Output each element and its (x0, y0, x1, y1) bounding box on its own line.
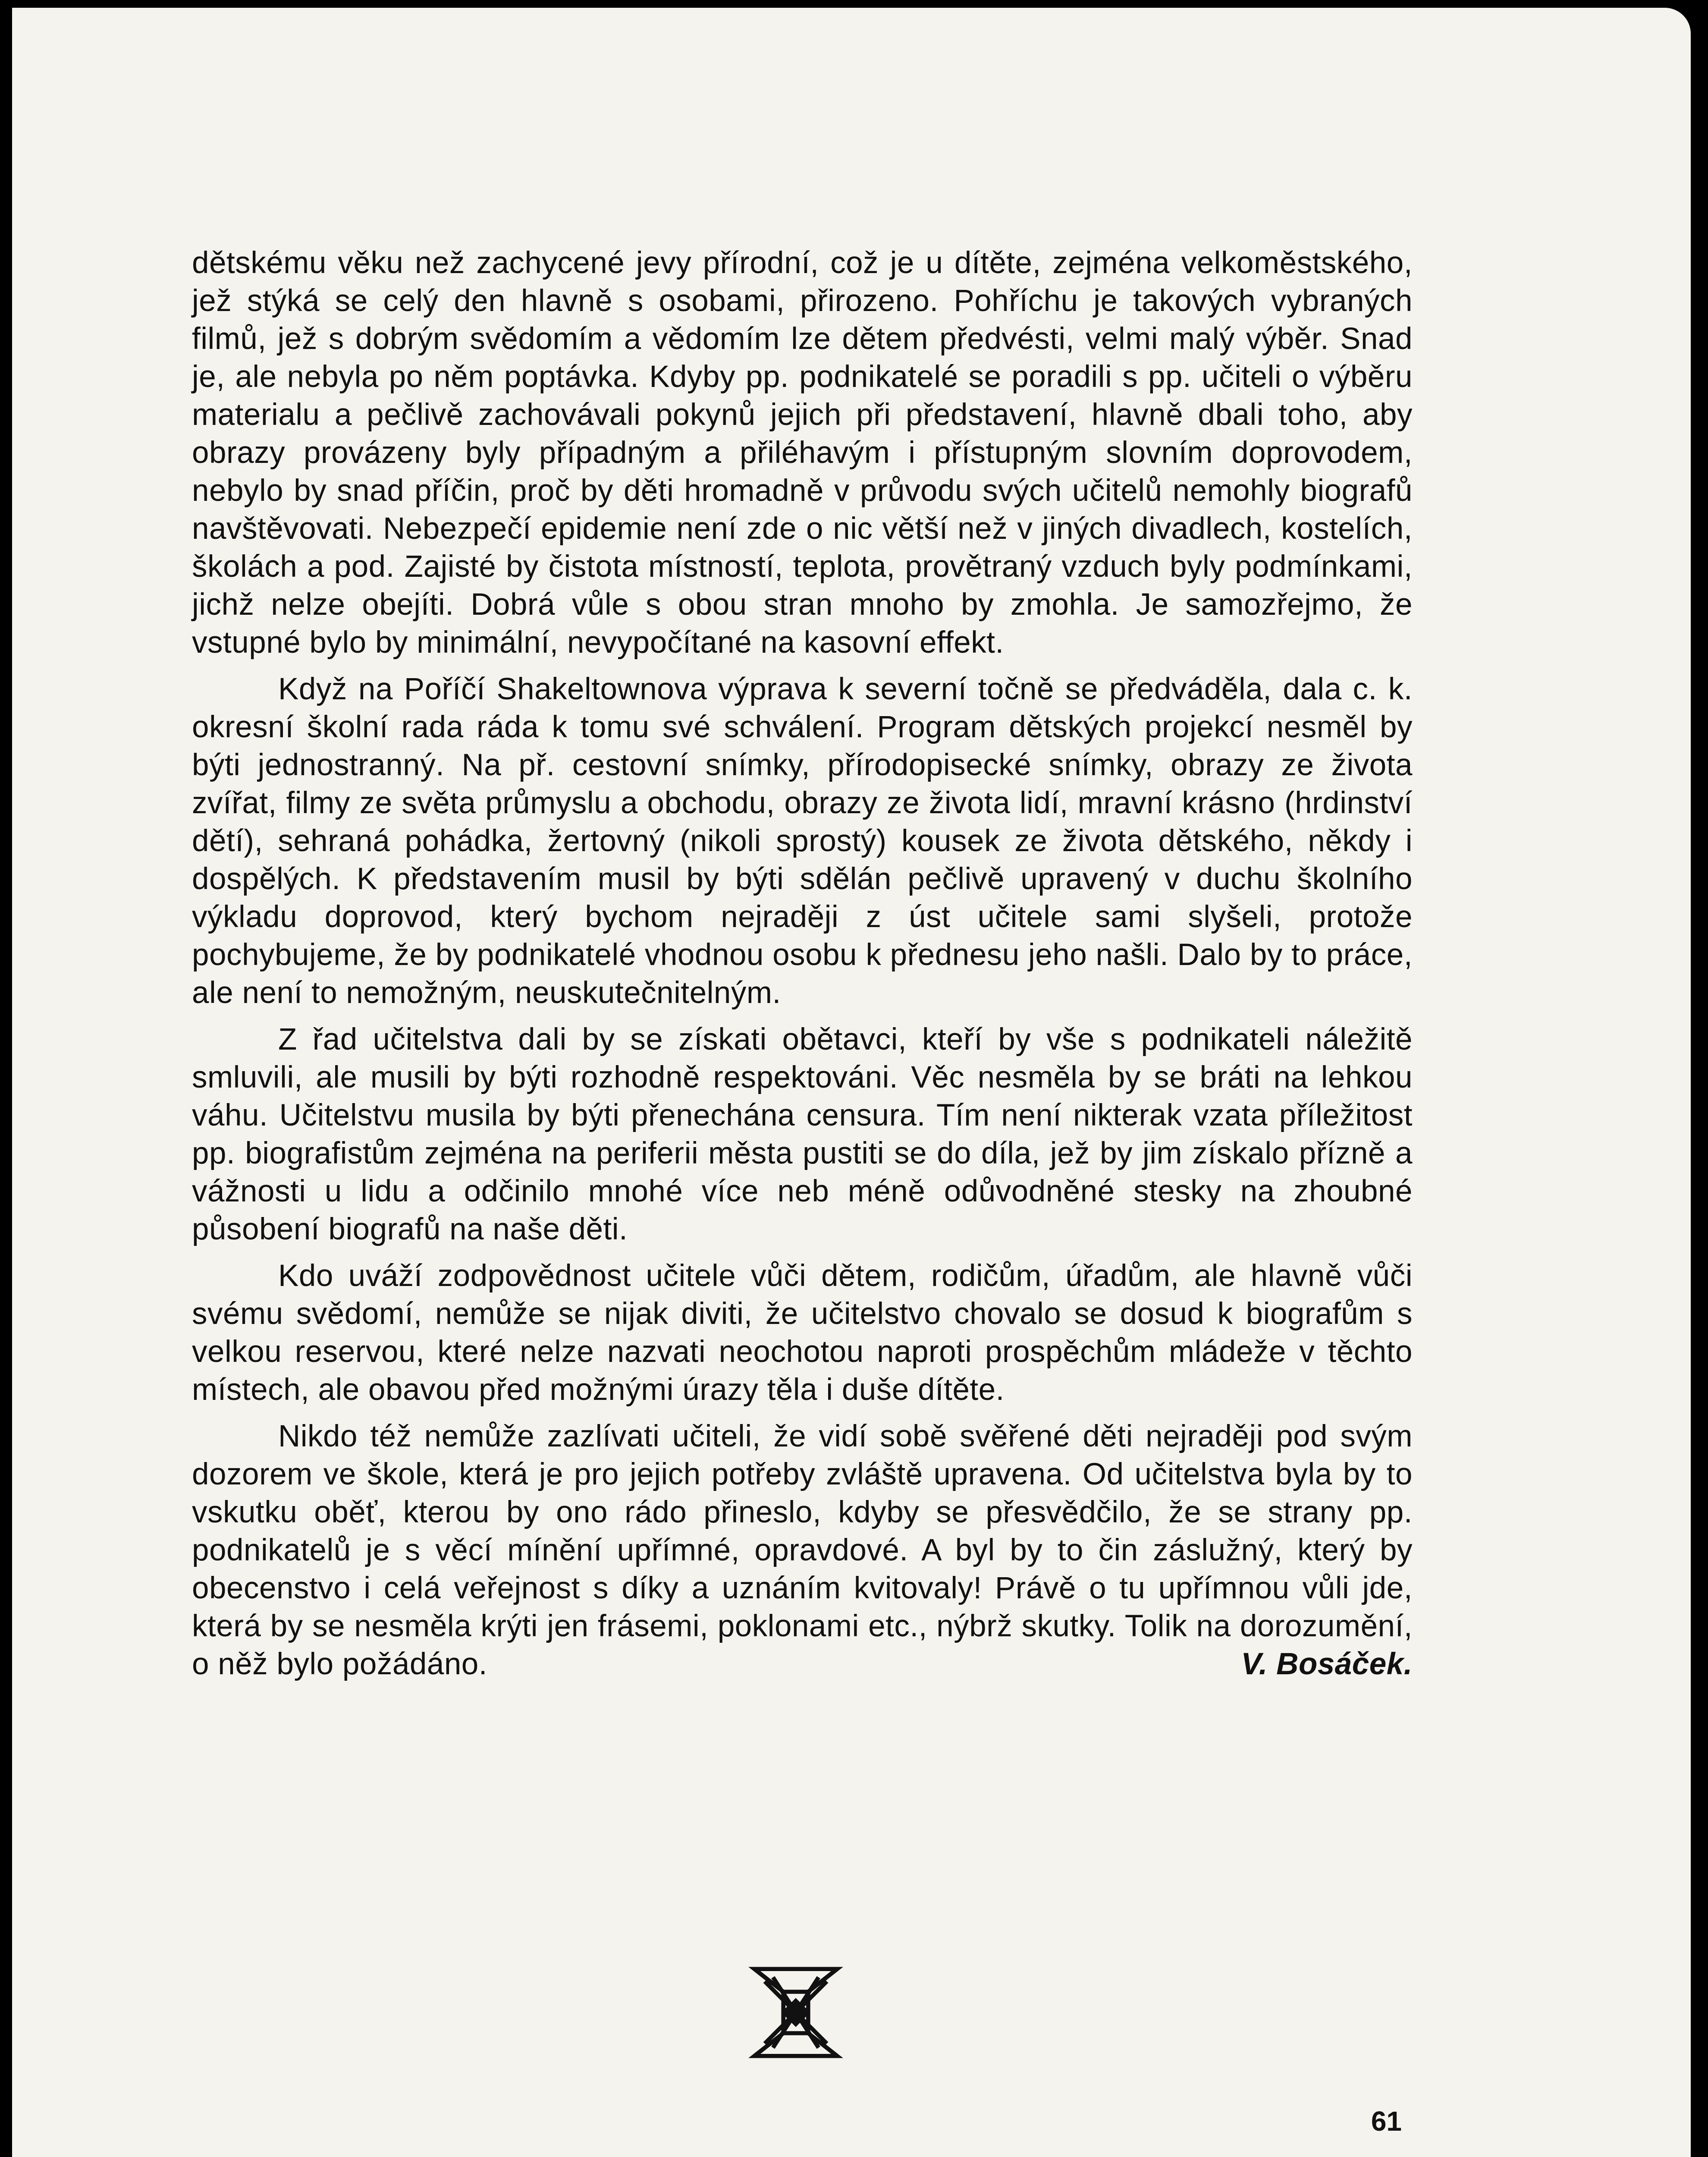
paragraph-4: Kdo uváží zodpovědnost učitele vůči dětem, rodičům, úřadům, ale hlavně vůči svému svědomí, nemůže se nijak diviti, že učitelstvo chovalo se dosud k biografům s velkou reservou, které nelze nazvati neochotou naproti prospěchům mládeže v těchto místech, ale obavou před možnými úrazy těla i duše dítěte. (192, 1259, 1413, 1407)
paragraph-1: dětskému věku než zachycené jevy přírodní, což je u dítěte, zejména velkoměstského, jež stýká se celý den hlavně s osobami, přirozeno. Pohříchu je takových vybraných filmů, jež s dobrým svědomím a vědomím lze dětem předvésti, velmi malý výběr. Snad je, ale nebyla po něm poptávka. Kdyby pp. podnikatelé se poradili s pp. učiteli o výběru materialu a pečlivě zachovávali pokynů jejich při představení, hlavně dbali toho, aby obrazy provázeny byly případným a přiléhavým i přístupným slovním doprovodem, nebylo by snad příčin, proč by děti hromadně v průvodu svých učitelů nemohly biografů navštěvovati. Nebezpečí epidemie není zde o nic větší než v jiných divadlech, kostelích, školách a pod. Zajisté by čistota místností, teplota, provětraný vzduch byly podmínkami, jichž nelze obejíti. Dobrá vůle s obou stran mnoho by zmohla. Je samozřejmo, že vstupné bylo by minimální, nevypočítané na kasovní effekt. (192, 246, 1413, 660)
page-number: 61 (1371, 2106, 1402, 2137)
lattice-ornament-icon (744, 1961, 848, 2064)
article-body (192, 244, 1413, 1683)
paragraph-3: Z řad učitelstva dali by se získati obětavci, kteří by vše s podnikateli náležitě smluvili, ale musili by býti rozhodně respektováni. Věc nesměla by se bráti na lehkou váhu. Učitelstvu musila by býti přenechána censura. Tím není nikterak vzata příležitost pp. biografistům zejména na periferii města pustiti se do díla, jež by jim získalo přízně a vážnosti u lidu a odčinilo mnohé více neb méně odůvodněné stesky na zhoubné působení biografů na naše děti. (192, 1022, 1413, 1246)
author-signature: V. Bosáček. (1241, 1647, 1413, 1681)
paragraph-2: Když na Poříčí Shakeltownova výprava k severní točně se předváděla, dala c. k. okresní školní rada ráda k tomu své schválení. Program dětských projekcí nesměl by býti jednostranný. Na př. cestovní snímky, přírodopisecké snímky, obrazy ze života zvířat, filmy ze světa průmyslu a obchodu, obrazy ze života lidí, mravní krásno (hrdinství dětí), sehraná pohádka, žertovný (nikoli sprostý) kousek ze života dětského, někdy i dospělých. K představením musil by býti sdělán pečlivě upravený v duchu školního výkladu doprovod, který bychom nejraději z úst učitele sami slyšeli, protože pochybujeme, že by podnikatelé vhodnou osobu k přednesu jeho našli. Dalo by to práce, ale není to nemožným, neuskutečnitelným. (192, 672, 1413, 1010)
paragraph-5 (192, 1418, 1413, 1683)
page (12, 8, 1691, 2157)
paragraph-5-text: Nikdo též nemůže zazlívati učiteli, že vidí sobě svěřené děti nejraději pod svým dozorem ve škole, která je pro jejich potřeby zvláště upravena. Od učitelstva byla by to vskutku oběť, kterou by ono rádo přineslo, kdyby se přesvědčilo, že se strany pp. podnikatelů je s věcí mínění upřímné, opravdové. A byl by to čin záslužný, který by obecenstvo i celá veřejnost s díky a uznáním kvitovaly! Právě o tu upřímnou vůli jde, která by se nesměla krýti jen frásemi, poklonami etc., nýbrž skutky. Tolik na dorozumění, o něž bylo požádáno. (192, 1419, 1413, 1681)
